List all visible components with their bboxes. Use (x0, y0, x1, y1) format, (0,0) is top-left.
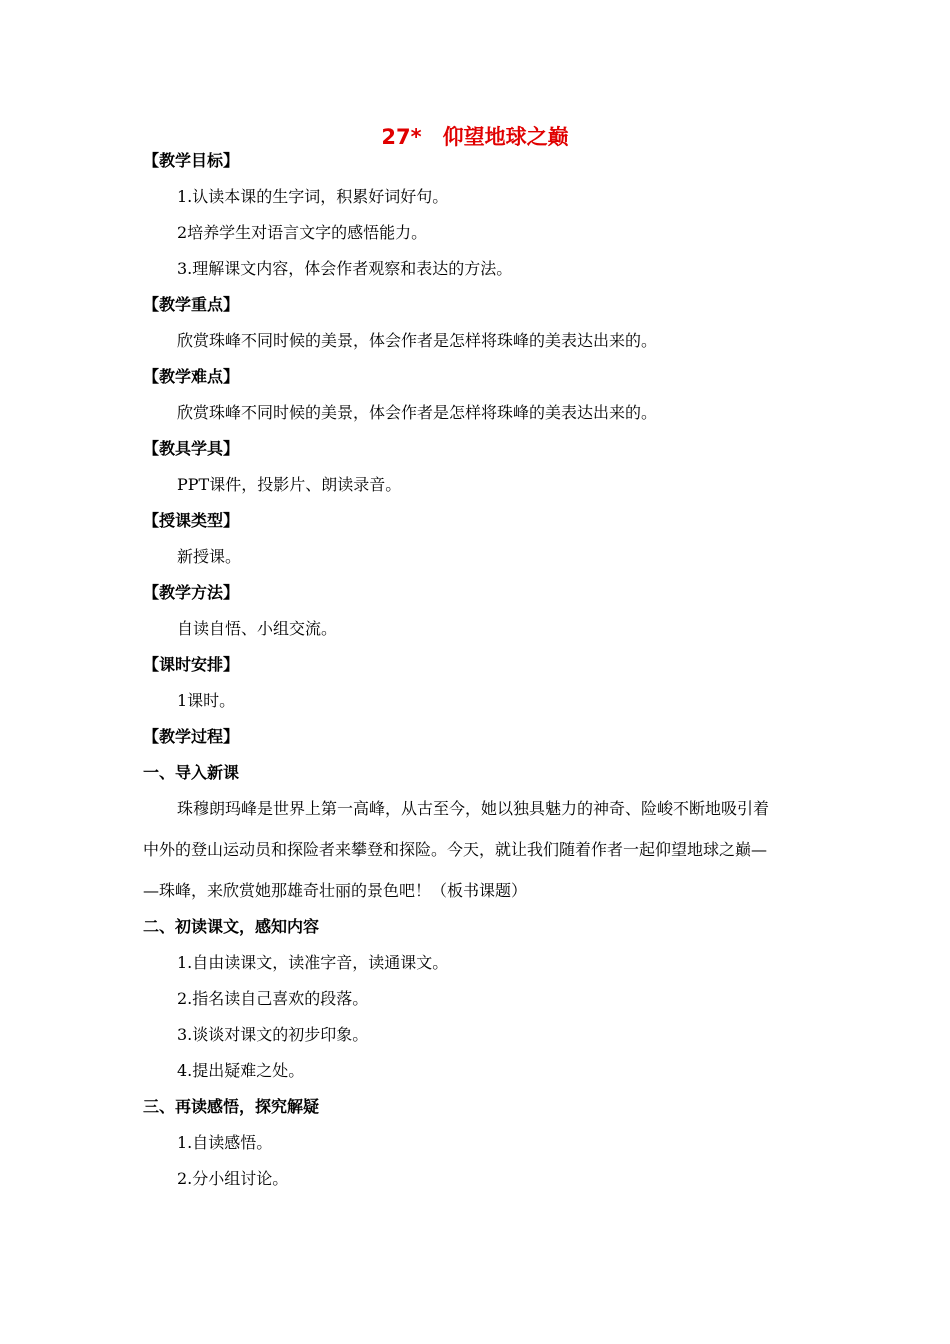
section-heading-method: 【教学方法】 (143, 583, 240, 602)
time-text: 1课时。 (177, 691, 236, 710)
paragraph-line: —珠峰，来欣赏她那雄奇壮丽的景色吧！（板书课题） (143, 881, 528, 900)
difficulty-text: 欣赏珠峰不同时候的美景，体会作者是怎样将珠峰的美表达出来的。 (177, 403, 658, 422)
focus-text: 欣赏珠峰不同时候的美景，体会作者是怎样将珠峰的美表达出来的。 (177, 331, 658, 350)
section-heading-type: 【授课类型】 (143, 511, 240, 530)
goal-item: 3.理解课文内容，体会作者观察和表达的方法。 (177, 259, 513, 278)
step-item: 1.自由读课文，读准字音，读通课文。 (177, 953, 449, 972)
step-item: 1.自读感悟。 (177, 1133, 273, 1152)
section-heading-goals: 【教学目标】 (143, 151, 240, 170)
paragraph-line: 中外的登山运动员和探险者来攀登和探险。今天，就让我们随着作者一起仰望地球之巅— (143, 840, 768, 859)
section-heading-process: 【教学过程】 (143, 727, 240, 746)
type-text: 新授课。 (177, 547, 242, 566)
goal-item: 1.认读本课的生字词，积累好词好句。 (177, 187, 449, 206)
method-text: 自读自悟、小组交流。 (177, 619, 338, 638)
goal-item: 2培养学生对语言文字的感悟能力。 (177, 223, 428, 242)
section-heading-difficulty: 【教学难点】 (143, 367, 240, 386)
step-heading-first-reading: 二、初读课文，感知内容 (143, 917, 320, 936)
step-item: 4.提出疑难之处。 (177, 1061, 305, 1080)
section-heading-focus: 【教学重点】 (143, 295, 240, 314)
step-item: 2.指名读自己喜欢的段落。 (177, 989, 369, 1008)
lesson-title: 27* 仰望地球之巅 (381, 125, 569, 149)
tools-text: PPT课件，投影片、朗读录音。 (177, 475, 402, 494)
step-heading-reread: 三、再读感悟，探究解疑 (143, 1097, 320, 1116)
step-item: 2.分小组讨论。 (177, 1169, 289, 1188)
step-item: 3.谈谈对课文的初步印象。 (177, 1025, 369, 1044)
section-heading-time: 【课时安排】 (143, 655, 240, 674)
step-heading-intro: 一、导入新课 (143, 763, 240, 782)
section-heading-tools: 【教具学具】 (143, 439, 240, 458)
paragraph-line: 珠穆朗玛峰是世界上第一高峰，从古至今，她以独具魅力的神奇、险峻不断地吸引着 (177, 799, 770, 818)
